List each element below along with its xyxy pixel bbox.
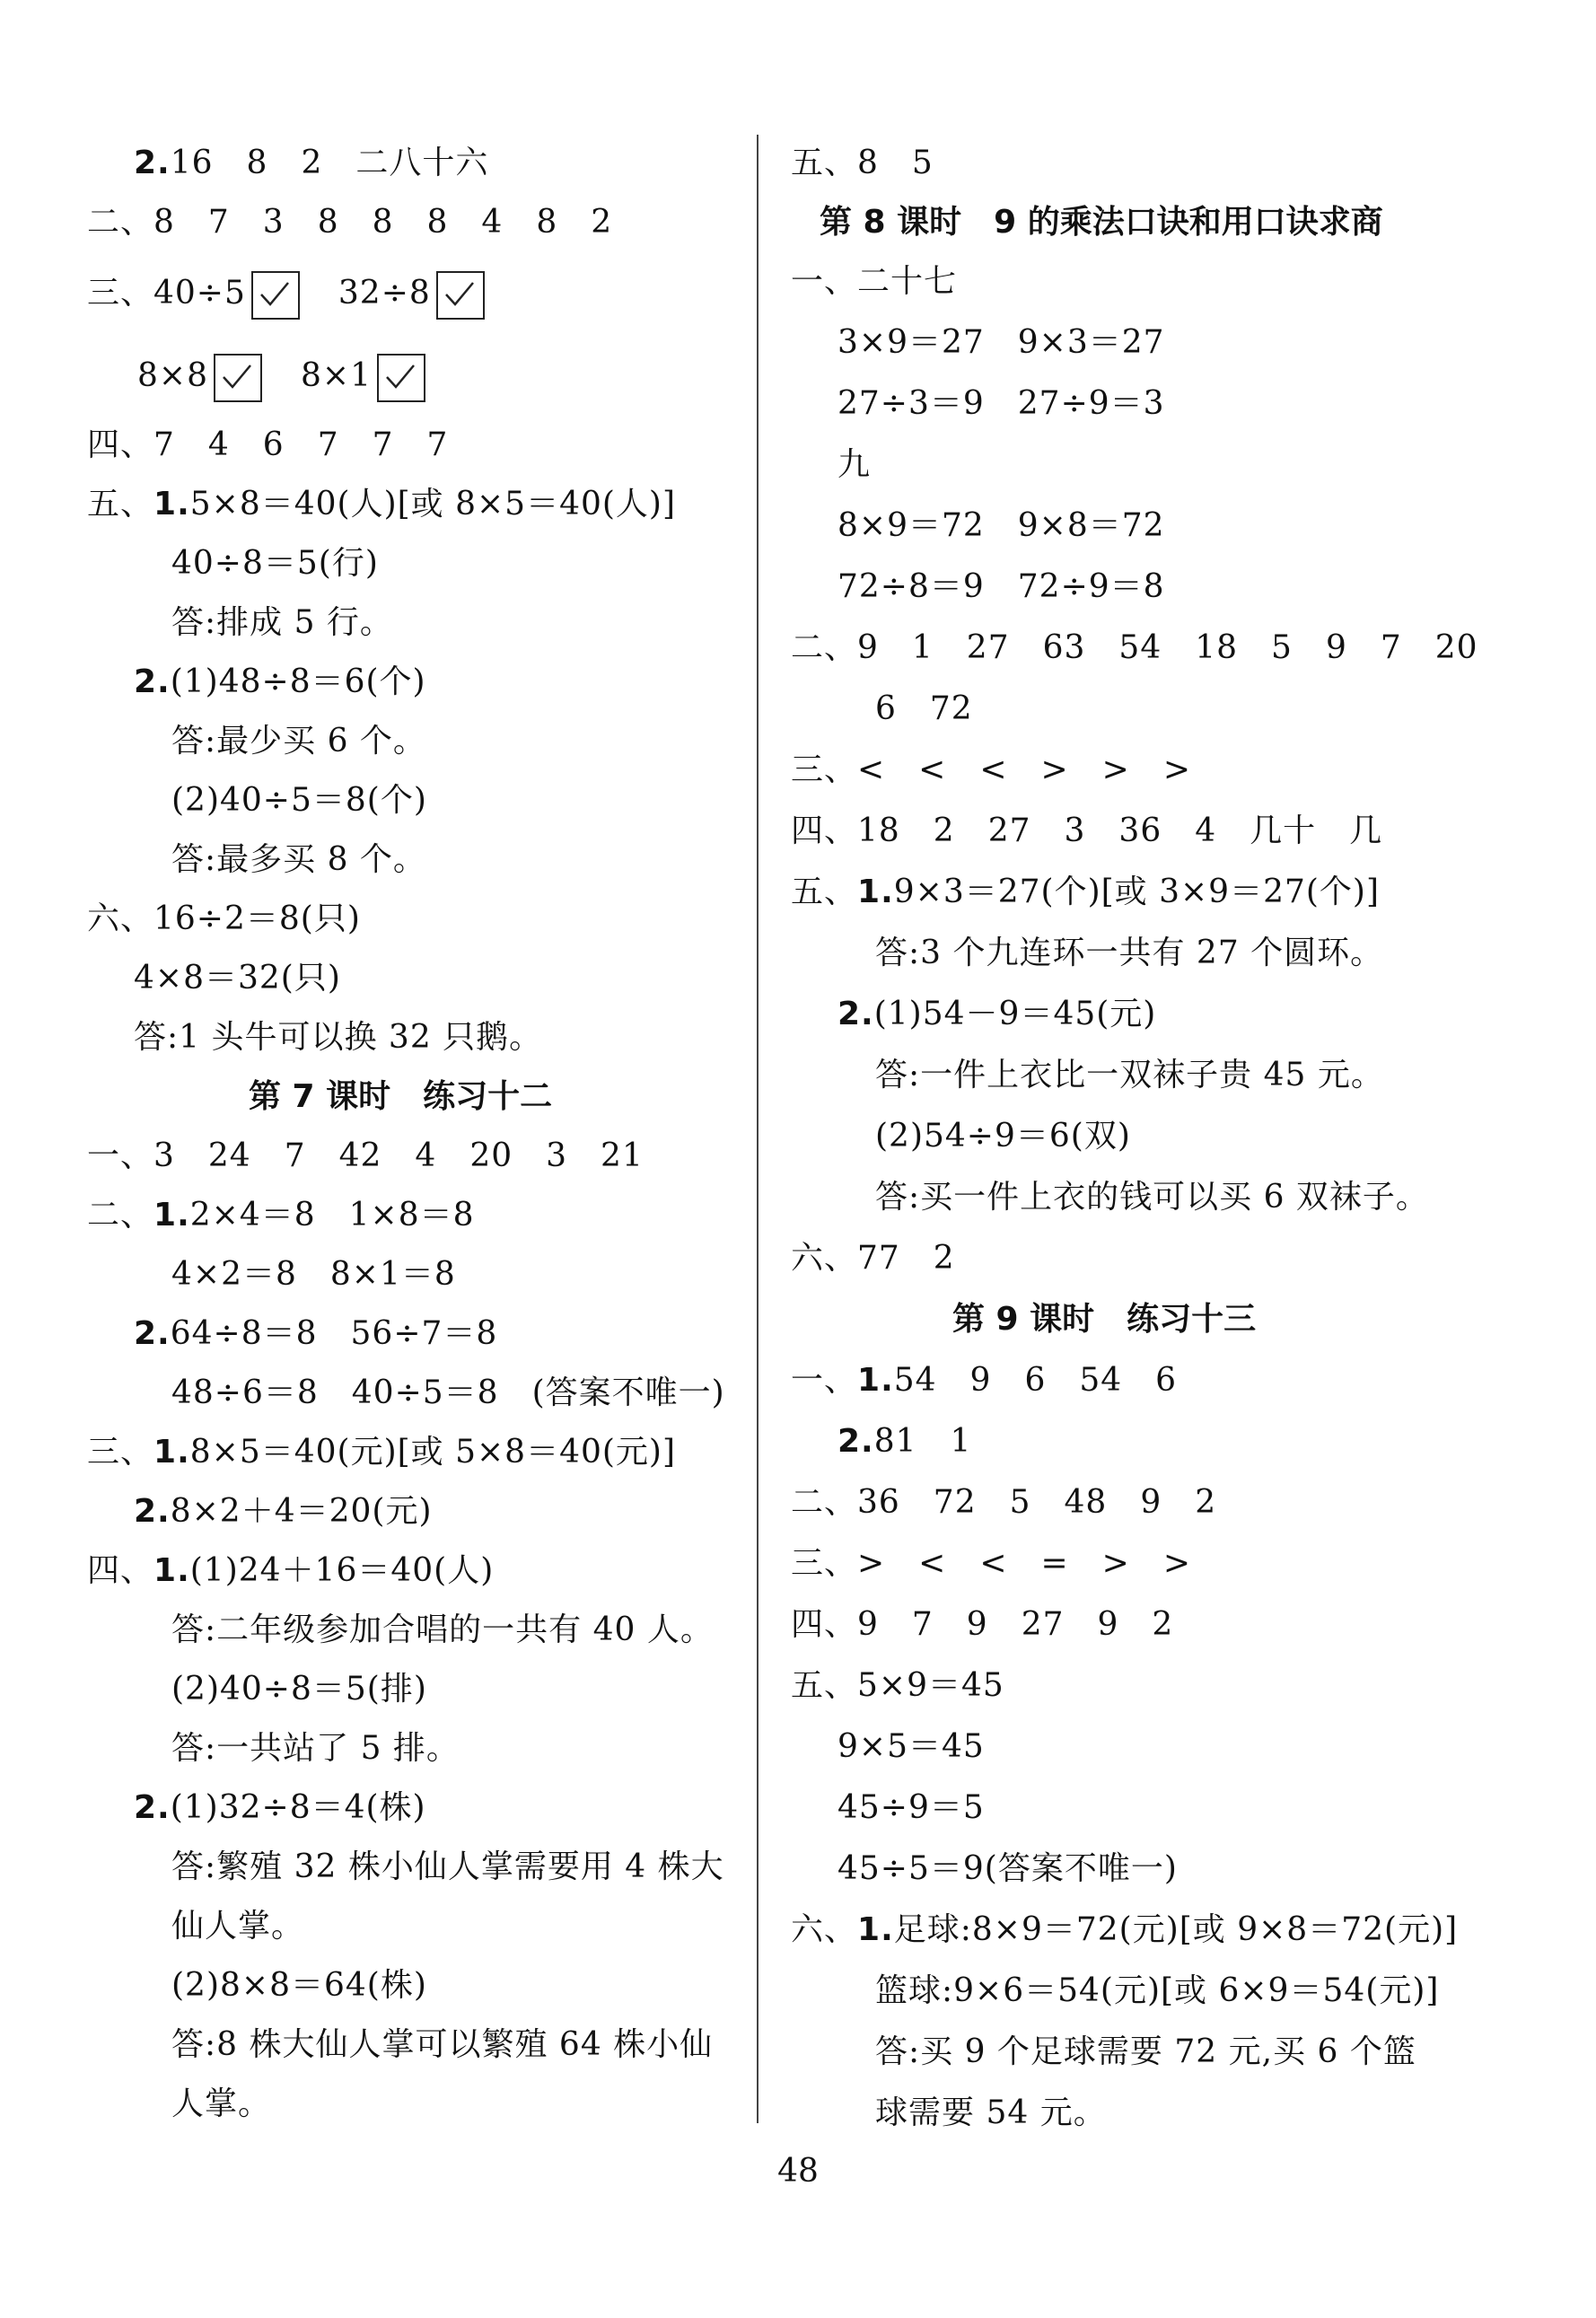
answer-line: (2)8×8＝64(株) bbox=[171, 1967, 427, 2004]
answer-line: 72÷8＝9 72÷9＝8 bbox=[837, 568, 1165, 605]
checkmark-icon bbox=[259, 280, 291, 309]
answer-line bbox=[134, 661, 426, 704]
answer-line bbox=[134, 1313, 497, 1356]
answer-line bbox=[134, 1490, 433, 1533]
answer-line: 仙人掌。 bbox=[171, 1908, 305, 1945]
answer-line: (2)40÷5＝8(个) bbox=[171, 782, 427, 819]
checkbox-checked bbox=[251, 271, 300, 320]
item-number: 1. bbox=[153, 486, 190, 522]
answer-line bbox=[791, 1359, 1177, 1402]
answer-line: 4×8＝32(只) bbox=[134, 960, 341, 997]
section-number: 五、 bbox=[87, 486, 154, 522]
item-number: 2. bbox=[134, 145, 171, 181]
item-number: 1. bbox=[153, 1552, 190, 1589]
answer-text: 54 9 6 54 6 bbox=[893, 1362, 1178, 1399]
section-heading: 第 9 课时 练习十三 bbox=[952, 1301, 1257, 1338]
answer-text: 32÷8 bbox=[338, 275, 431, 312]
answer-line: 篮球:9×6＝54(元)[或 6×9＝54(元)] bbox=[875, 1972, 1440, 2009]
answer-line: 四、9 7 9 27 9 2 bbox=[791, 1606, 1174, 1643]
column-divider bbox=[757, 135, 759, 2123]
section-heading: 第 7 课时 练习十二 bbox=[249, 1078, 553, 1115]
section-number: 四、 bbox=[87, 1552, 154, 1589]
answer-line: 人掌。 bbox=[171, 2085, 272, 2122]
answer-line bbox=[134, 142, 488, 185]
section-number: 五、 bbox=[791, 874, 858, 910]
answer-line bbox=[791, 871, 1380, 914]
page-number: 48 bbox=[777, 2153, 819, 2190]
answer-line bbox=[791, 1909, 1458, 1952]
answer-line bbox=[87, 1194, 475, 1237]
answer-line: 五、8 5 bbox=[791, 145, 934, 181]
answer-text: 8×2＋4＝20(元) bbox=[170, 1493, 433, 1530]
answer-text: 8×8 bbox=[137, 357, 208, 394]
answer-text: 足球:8×9＝72(元)[或 9×8＝72(元)] bbox=[893, 1911, 1459, 1948]
item-number: 2. bbox=[134, 663, 171, 700]
item-number: 1. bbox=[153, 1197, 190, 1234]
item-number: 1. bbox=[857, 1362, 894, 1399]
answer-text: 8×5＝40(元)[或 5×8＝40(元)] bbox=[189, 1434, 677, 1471]
item-number: 2. bbox=[134, 1493, 171, 1530]
answer-text: 16 8 2 二八十六 bbox=[170, 145, 489, 181]
answer-line: 六、16÷2＝8(只) bbox=[87, 900, 361, 937]
item-number: 1. bbox=[857, 1911, 894, 1948]
checkmark-icon bbox=[384, 363, 417, 391]
item-number: 1. bbox=[857, 874, 894, 910]
item-number: 2. bbox=[837, 1423, 874, 1460]
section-number: 一、 bbox=[791, 1362, 858, 1399]
answer-line: 六、77 2 bbox=[791, 1240, 955, 1277]
answer-text: 2×4＝8 1×8＝8 bbox=[189, 1197, 475, 1234]
item-number: 2. bbox=[134, 1789, 171, 1826]
answer-text: 5×8＝40(人)[或 8×5＝40(人)] bbox=[189, 486, 677, 522]
answer-line: 五、5×9＝45 bbox=[791, 1667, 1004, 1704]
checkbox-checked bbox=[436, 271, 485, 320]
answer-line: 一、二十七 bbox=[791, 263, 958, 300]
answer-text: 9×3＝27(个)[或 3×9＝27(个)] bbox=[893, 874, 1381, 910]
answer-text: 三、40÷5 bbox=[87, 275, 246, 312]
answer-line bbox=[837, 1420, 971, 1463]
answer-line bbox=[137, 354, 431, 402]
item-number: 2. bbox=[134, 1315, 171, 1352]
answer-line bbox=[87, 1550, 494, 1593]
answer-text: 8×1 bbox=[301, 357, 372, 394]
answer-line bbox=[134, 1787, 426, 1830]
answer-line: 答:繁殖 32 株小仙人掌需要用 4 株大 bbox=[171, 1848, 724, 1885]
answer-line: (2)40÷8＝5(排) bbox=[171, 1671, 427, 1708]
checkmark-icon bbox=[443, 280, 476, 309]
answer-line: 三、> < < = > > bbox=[791, 1545, 1191, 1582]
answer-line: 9×5＝45 bbox=[837, 1728, 985, 1765]
checkbox-checked bbox=[377, 354, 425, 402]
answer-line: 二、8 7 3 8 8 8 4 8 2 bbox=[87, 204, 613, 241]
item-number: 1. bbox=[153, 1434, 190, 1471]
answer-line: 答:排成 5 行。 bbox=[171, 604, 393, 641]
answer-line: 45÷9＝5 bbox=[837, 1789, 985, 1826]
answer-line: 答:二年级参加合唱的一共有 40 人。 bbox=[171, 1611, 714, 1648]
answer-line: 8×9＝72 9×8＝72 bbox=[837, 507, 1165, 544]
answer-line bbox=[87, 483, 676, 526]
answer-text: 81 1 bbox=[873, 1423, 972, 1460]
answer-line: 二、9 1 27 63 54 18 5 9 7 20 bbox=[791, 629, 1478, 666]
answer-line: 答:最少买 6 个。 bbox=[171, 723, 426, 759]
answer-text: (1)54－9＝45(元) bbox=[873, 996, 1157, 1032]
answer-line: 40÷8＝5(行) bbox=[171, 545, 379, 582]
answer-line: 答:最多买 8 个。 bbox=[171, 841, 426, 878]
answer-text: (1)32÷8＝4(株) bbox=[170, 1789, 426, 1826]
answer-line: 答:3 个九连环一共有 27 个圆环。 bbox=[875, 935, 1384, 971]
answer-line: 答:买一件上衣的钱可以买 6 双袜子。 bbox=[875, 1179, 1429, 1216]
answer-line bbox=[87, 1431, 676, 1474]
answer-line: 4×2＝8 8×1＝8 bbox=[171, 1256, 456, 1293]
section-number: 三、 bbox=[87, 1434, 154, 1471]
section-number: 六、 bbox=[791, 1911, 858, 1948]
answer-line: 九 bbox=[837, 446, 872, 483]
answer-line: 27÷3＝9 27÷9＝3 bbox=[837, 385, 1165, 422]
answer-line: 答:1 头牛可以换 32 只鹅。 bbox=[134, 1019, 543, 1056]
answer-line: 答:一共站了 5 排。 bbox=[171, 1730, 460, 1767]
answer-line bbox=[837, 993, 1156, 1036]
checkbox-checked bbox=[214, 354, 262, 402]
answer-line: 一、3 24 7 42 4 20 3 21 bbox=[87, 1137, 644, 1174]
answer-line: 48÷6＝8 40÷5＝8 (答案不唯一) bbox=[171, 1374, 725, 1411]
answer-line: 球需要 54 元。 bbox=[875, 2094, 1107, 2131]
answer-line: 四、7 4 6 7 7 7 bbox=[87, 426, 449, 463]
answer-line: 答:8 株大仙人掌可以繁殖 64 株小仙 bbox=[171, 2026, 714, 2063]
answer-line: 答:一件上衣比一双袜子贵 45 元。 bbox=[875, 1057, 1384, 1093]
checkmark-icon bbox=[221, 363, 253, 391]
answer-text: (1)24＋16＝40(人) bbox=[189, 1552, 495, 1589]
answer-line: (2)54÷9＝6(双) bbox=[875, 1118, 1131, 1155]
answer-line: 6 72 bbox=[875, 690, 973, 727]
answer-text: (1)48÷8＝6(个) bbox=[170, 663, 426, 700]
section-number: 二、 bbox=[87, 1197, 154, 1234]
item-number: 2. bbox=[837, 996, 874, 1032]
answer-text: 64÷8＝8 56÷7＝8 bbox=[170, 1315, 498, 1352]
answer-line: 3×9＝27 9×3＝27 bbox=[837, 324, 1165, 361]
answer-line bbox=[87, 271, 490, 320]
answer-line: 三、< < < > > > bbox=[791, 751, 1191, 788]
section-heading: 第 8 课时 9 的乘法口诀和用口诀求商 bbox=[820, 204, 1383, 241]
answer-line: 二、36 72 5 48 9 2 bbox=[791, 1484, 1217, 1521]
answer-line: 四、18 2 27 3 36 4 几十 几 bbox=[791, 812, 1383, 849]
answer-line: 45÷5＝9(答案不唯一) bbox=[837, 1850, 1178, 1887]
answer-line: 答:买 9 个足球需要 72 元,买 6 个篮 bbox=[875, 2033, 1416, 2070]
